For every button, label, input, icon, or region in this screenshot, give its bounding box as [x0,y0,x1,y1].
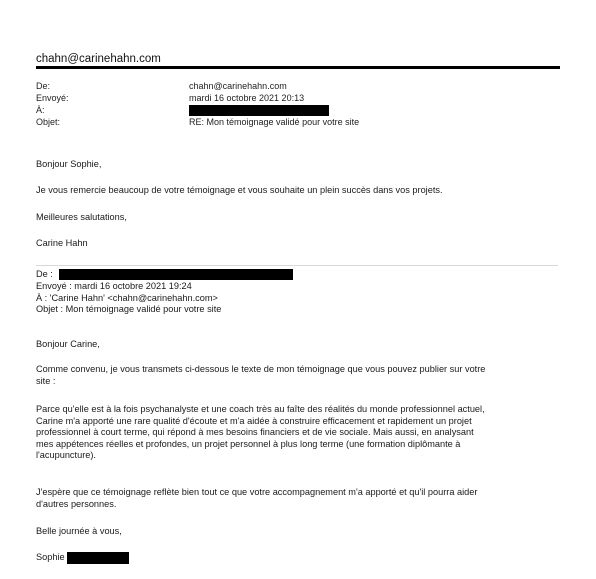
reply-greeting: Bonjour Sophie, [36,159,102,169]
fwd-p2-line: mes appétences réelles et profondes, un projet personnel à plus long terme (une formation diplômante à [36,438,461,449]
fwd-p2-line: professionnel à court terme, qui répond à mes besoins financiers et de vie sociale. Mais aussi, en analysant [36,427,474,438]
redacted-sender [59,269,293,280]
meta-to-row [36,104,556,116]
redacted-surname [67,552,129,564]
fwd-p2-line: l'acupuncture). [36,450,96,461]
fwd-signature-row [36,552,560,564]
meta-sent-value: mardi 16 octobre 2021 20:13 [189,93,305,103]
forwarded-header [36,269,560,316]
meta-subject-row [36,116,556,128]
meta-sent-row [36,92,556,104]
fwd-p1-line: Comme convenu, je vous transmets ci-dessous le texte de mon témoignage que vous pouvez publier sur votre [36,364,486,374]
fwd-paragraph-3 [36,487,560,510]
fwd-greeting: Bonjour Carine, [36,339,100,349]
redacted-recipient [189,105,329,116]
fwd-p3-line: d'autres personnes. [36,498,117,509]
fwd-p2-line: Parce qu'elle est à la fois psychanalyste et une coach très au faîte des réalités du monde professionnel actuel, [36,404,485,414]
meta-subject-label: Objet: [36,117,61,127]
reply-body: Je vous remercie beaucoup de votre témoignage et vous souhaite un plein succès dans vos projets. [36,185,443,195]
meta-from-label: De: [36,81,51,91]
fwd-signature: Sophie [36,552,65,563]
fwd-paragraph-2 [36,404,560,462]
fwd-p3-line: J'espère que ce témoignage reflète bien tout ce que votre accompagnement m'a apporté et qu'il pourra aider [36,487,478,497]
reply-signature: Carine Hahn [36,238,88,248]
fwd-p2-line: Carine m'a apporté une rare qualité d'écoute et m'a aidée à construire efficacement et rapidement un projet [36,415,472,426]
reply-closing: Meilleures salutations, [36,212,127,222]
fwd-from-row [36,269,560,281]
fwd-subject: Objet : Mon témoignage validé pour votre site [36,304,222,315]
meta-subject-value: RE: Mon témoignage validé pour votre site [189,117,360,127]
fwd-closing: Belle journée à vous, [36,526,122,536]
fwd-p1-line: site : [36,375,56,386]
fwd-sent: Envoyé : mardi 16 octobre 2021 19:24 [36,280,192,291]
header-sender-email: chahn@carinehahn.com [36,53,161,65]
fwd-paragraph-1 [36,364,560,387]
email-metadata [36,80,556,128]
thread-divider [36,265,558,266]
fwd-to: À : 'Carine Hahn' <chahn@carinehahn.com> [36,292,218,303]
meta-to-label: À: [36,105,45,115]
meta-from-row [36,80,556,92]
header-divider [36,66,560,69]
fwd-from-label: De : [36,269,53,279]
meta-sent-label: Envoyé: [36,93,69,103]
meta-from-value: chahn@carinehahn.com [189,81,287,91]
